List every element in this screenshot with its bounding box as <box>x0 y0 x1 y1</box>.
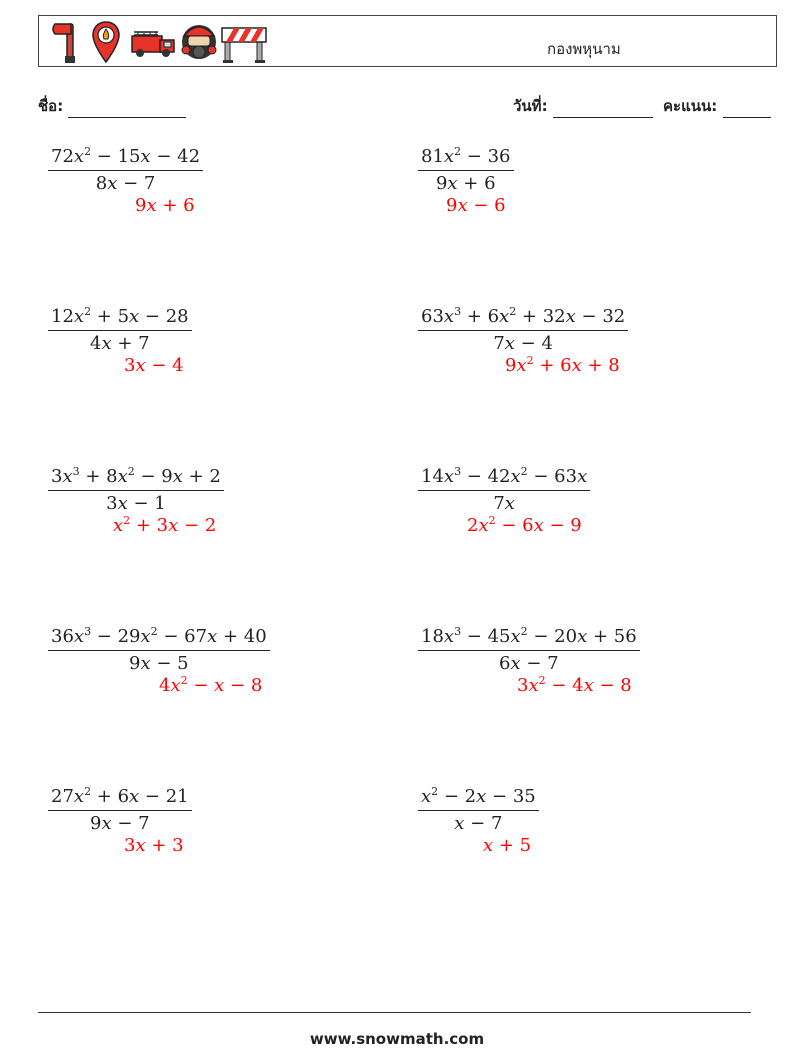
score-field <box>663 94 771 118</box>
denominator: 7x <box>493 493 515 514</box>
fraction <box>418 626 640 674</box>
fraction <box>418 466 590 514</box>
firefighter-mask-icon <box>180 20 218 64</box>
footer-url: www.snowmath.com <box>309 1030 485 1048</box>
fraction <box>48 786 192 834</box>
answer: $2x^2 - 6x - 9$ <box>467 514 582 536</box>
answer: 3x − 4 <box>124 355 184 376</box>
denominator: 6x − 7 <box>499 653 559 674</box>
fraction <box>48 306 192 354</box>
answer: $9x^2 + 6x + 8$ <box>505 354 620 376</box>
fraction <box>418 146 514 194</box>
answer: $4x^2 - x - 8$ <box>159 674 263 696</box>
answer: 9x − 6 <box>446 195 506 216</box>
problem-3 <box>48 305 192 376</box>
date-line <box>553 103 653 118</box>
numerator: $72x^2 - 15x - 42$ <box>51 145 201 167</box>
problem-7 <box>48 625 270 696</box>
numerator: $x^2 - 2x - 35$ <box>421 785 536 807</box>
numerator: $27x^2 + 6x - 21$ <box>51 785 189 807</box>
problem-8 <box>418 625 640 696</box>
problem-4 <box>418 305 628 376</box>
name-field <box>38 94 186 118</box>
road-barrier-icon <box>221 20 267 64</box>
footer-divider <box>38 1012 751 1013</box>
score-label: คะแนน: <box>663 97 718 115</box>
problem-9 <box>48 785 192 856</box>
answer: $x^2 + 3x - 2$ <box>113 514 217 536</box>
axe-icon <box>51 20 81 64</box>
numerator: $36x^3 - 29x^2 - 67x + 40$ <box>51 625 267 647</box>
problem-5 <box>48 465 224 536</box>
fraction <box>48 466 224 514</box>
denominator: 9x − 7 <box>90 813 150 834</box>
answer: $3x^2 - 4x - 8$ <box>517 674 632 696</box>
fire-location-pin-icon <box>91 20 121 64</box>
numerator: $18x^3 - 45x^2 - 20x + 56$ <box>421 625 637 647</box>
date-label: วันที่: <box>513 97 548 115</box>
fraction <box>418 306 628 354</box>
answer: 9x + 6 <box>135 195 195 216</box>
name-line <box>68 103 186 118</box>
denominator: 9x + 6 <box>435 173 496 194</box>
denominator: 8x − 7 <box>95 173 156 194</box>
name-label: ชื่อ: <box>38 97 64 115</box>
numerator: $3x^3 + 8x^2 - 9x + 2$ <box>51 465 221 487</box>
numerator: $12x^2 + 5x - 28$ <box>51 305 189 327</box>
answer: 3x + 3 <box>124 835 184 856</box>
fraction <box>48 626 270 674</box>
problem-6 <box>418 465 590 536</box>
denominator: x − 7 <box>454 813 503 834</box>
score-line <box>723 103 771 118</box>
worksheet-title: กองพหุนาม <box>547 40 621 58</box>
denominator: 4x + 7 <box>90 333 150 354</box>
fire-truck-icon <box>130 20 176 64</box>
answer: x + 5 <box>483 835 532 856</box>
problem-2 <box>418 145 514 216</box>
problem-1 <box>48 145 203 216</box>
numerator: $14x^3 - 42x^2 - 63x$ <box>421 465 588 487</box>
problem-10 <box>418 785 539 856</box>
denominator: 3x − 1 <box>106 493 166 514</box>
numerator: $63x^3 + 6x^2 + 32x - 32$ <box>421 305 626 327</box>
numerator: $81x^2 - 36$ <box>421 145 511 167</box>
date-field <box>513 94 653 118</box>
fraction <box>418 786 539 834</box>
worksheet-header <box>38 15 777 67</box>
fraction <box>48 146 203 194</box>
denominator: 7x − 4 <box>493 333 553 354</box>
denominator: 9x − 5 <box>129 653 189 674</box>
